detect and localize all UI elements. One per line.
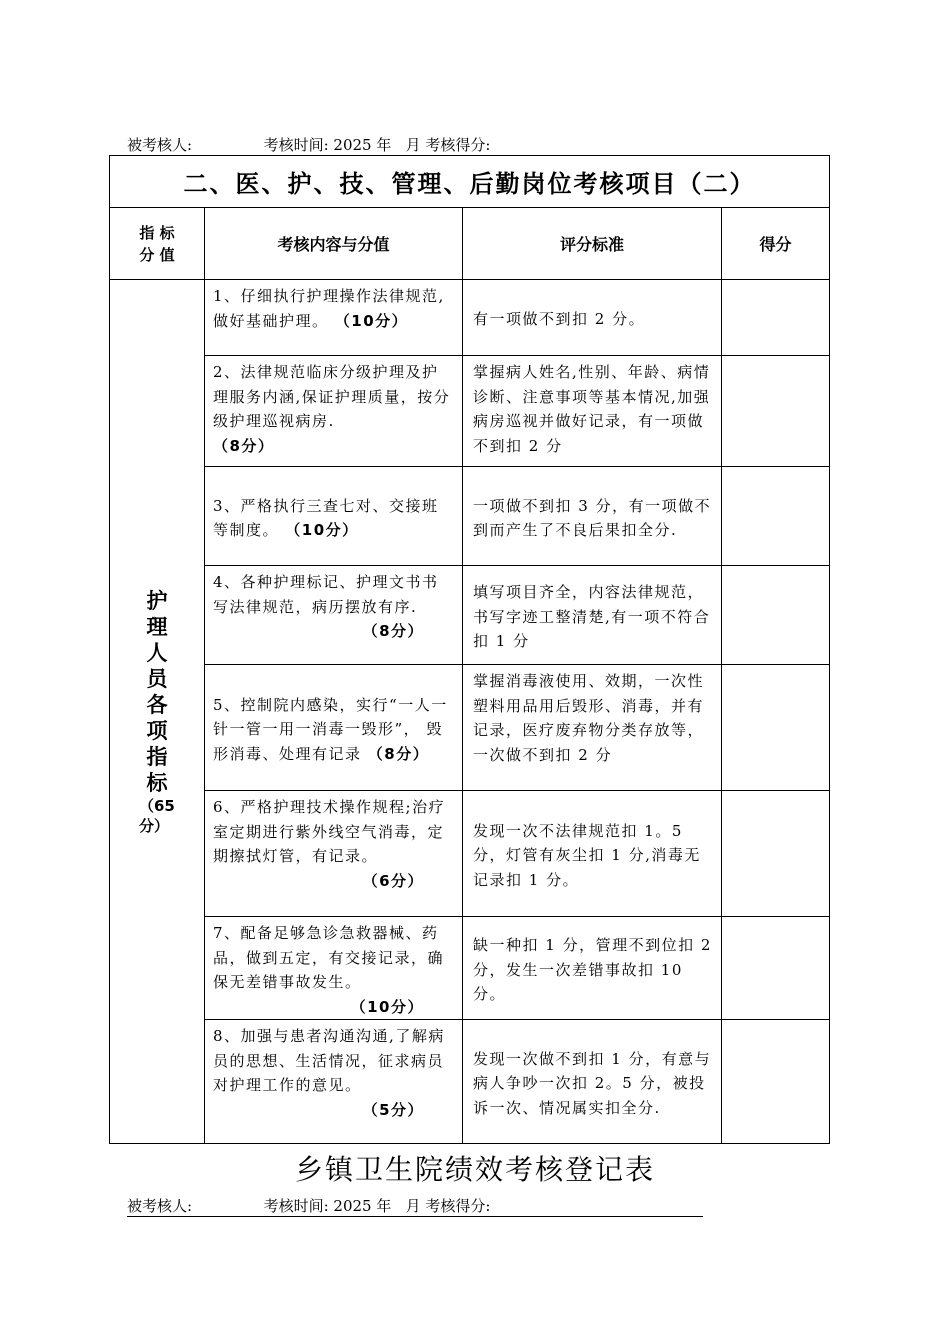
header-indicator [110,208,205,280]
score-input-cell[interactable] [722,665,830,791]
table-row-content [205,791,463,917]
row-points: （10分） [285,521,359,539]
row-content-text: 1、仔细执行护理操作法律规范,做好基础护理。 [213,287,445,330]
header-content: 考核内容与分值 [205,208,463,280]
header-criteria: 评分标准 [463,208,722,280]
table-row-criteria: 一项做不到扣 3 分，有一项做不到而产生了不良后果扣全分. [463,467,722,566]
table-row-criteria: 掌握消毒液使用、效期，一次性塑料用品用后毁形、消毒，并有记录，医疗废弃物分类存放等，一次做不到扣 2 分 [463,665,722,791]
table-row-criteria: 缺一种扣 1 分，管理不到位扣 2 分，发生一次差错事故扣 10 分。 [463,917,722,1020]
category-cell [110,280,205,1144]
row-points: （8分） [367,744,430,763]
score-input-cell[interactable] [722,467,830,566]
score-input-cell[interactable] [722,356,830,467]
score-input-cell[interactable] [722,791,830,917]
score-input-cell[interactable] [722,280,830,356]
table-row-criteria: 有一项做不到扣 2 分。 [463,280,722,356]
category-name: 护理人员各项指标 [146,588,168,795]
table-row-content [205,280,463,356]
table-row-content [205,665,463,791]
table-row-criteria: 发现一次不法律规范扣 1。5 分，灯管有灰尘扣 1 分,消毒无记录扣 1 分。 [463,791,722,917]
row-content-text: 5、控制院内感染，实行“一人一针一管一用一消毒一毁形”， 毁形消毒、处理有记录 [213,695,448,763]
table-row-criteria: 填写项目齐全，内容法律规范，书写字迹工整清楚,有一项不符合扣 1 分 [463,566,722,665]
row-content-text: 4、各种护理标记、护理文书书写法律规范，病历摆放有序. [213,573,439,616]
table-title: 二、医、护、技、管理、后勤岗位考核项目（二） [110,156,830,208]
row-points: （8分） [362,622,424,640]
table-row-criteria: 掌握病人姓名,性别、年龄、病情诊断、注意事项等基本情况,加强病房巡视并做好记录，有一项做不到扣 2 分 [463,356,722,467]
row-content-text: 8、加强与患者沟通沟通,了解病员的思想、生活情况，征求病员对护理工作的意见。 [213,1027,445,1094]
score-input-cell[interactable] [722,1020,830,1144]
examinee-label: 被考核人: [127,136,193,154]
row-points: （10分） [334,311,409,330]
row-points: （10分） [350,997,424,1016]
table-row-content [205,467,463,566]
table-row-content [205,1020,463,1144]
table-row-content [205,356,463,467]
table-row-content [205,566,463,665]
score-input-cell[interactable] [722,917,830,1020]
exam-time-label: 考核时间: 2025 年 月 考核得分: [263,136,491,154]
row-points: （8分） [213,436,275,455]
row-content-text: 3、严格执行三查七对、交接班等制度。 [213,496,439,539]
row-content-text: 2、法律规范临床分级护理及护理服务内涵,保证护理质量，按分级护理巡视病房. [213,363,451,430]
row-content-text: 7、配备足够急诊急救器械、药品，做到五定，有交接记录，确保无差错事故发生。 [213,924,445,991]
header-line-top [127,134,709,156]
examinee-label: 被考核人: [127,1197,193,1215]
header-score: 得分 [722,208,830,280]
category-points: （65分） [139,796,175,835]
header-indicator-line2: 分 值 [139,245,175,264]
header-line-bottom [127,1195,703,1217]
row-points: （5分） [362,1100,424,1119]
exam-time-label: 考核时间: 2025 年 月 考核得分: [263,1197,491,1215]
assessment-table [109,155,830,1144]
score-input-cell[interactable] [722,566,830,665]
row-points: （6分） [362,871,424,890]
table-row-criteria: 发现一次做不到扣 1 分，有意与病人争吵一次扣 2。5 分，被投诉一次、情况属实扣全分. [463,1020,722,1144]
table-row-content [205,917,463,1020]
document-title: 乡镇卫生院绩效考核登记表 [294,1153,655,1186]
row-content-text: 6、严格护理技术操作规程;治疗室定期进行紫外线空气消毒，定期擦拭灯管，有记录。 [213,798,446,865]
header-indicator-line1: 指 标 [139,223,175,242]
